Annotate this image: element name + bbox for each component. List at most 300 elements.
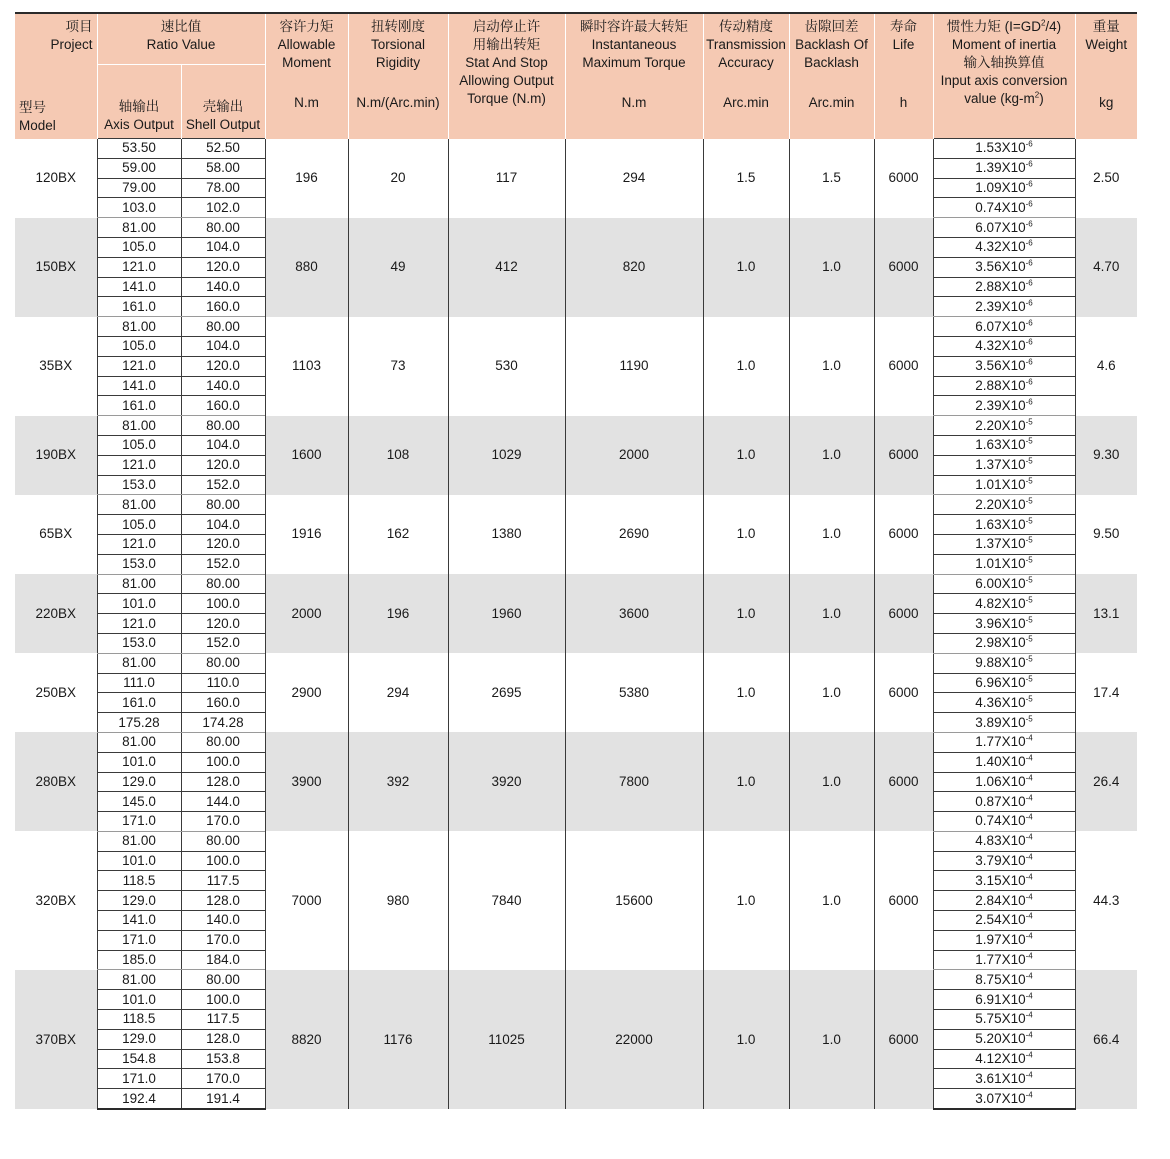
inertia-mantissa: 0.87X10 bbox=[975, 793, 1026, 809]
allowable-moment-cell: 2900 bbox=[265, 653, 348, 732]
inertia-exponent: -4 bbox=[1025, 1050, 1033, 1060]
table-row bbox=[15, 574, 1137, 594]
torsional-rigidity-cell: 392 bbox=[348, 732, 448, 831]
axis-output-cell: 111.0 bbox=[97, 673, 181, 693]
axis-output-cell: 53.50 bbox=[97, 139, 181, 159]
inertia-mantissa: 1.01X10 bbox=[975, 476, 1026, 492]
max-torque-cell: 3600 bbox=[565, 574, 703, 653]
inertia-cell bbox=[933, 435, 1075, 455]
inertia-cell bbox=[933, 653, 1075, 673]
allowable-moment-cell: 196 bbox=[265, 139, 348, 218]
backlash-cell: 1.0 bbox=[789, 970, 874, 1109]
shell-output-cell: 80.00 bbox=[181, 218, 265, 238]
weight-cell: 66.4 bbox=[1075, 970, 1137, 1109]
shell-output-cell: 153.8 bbox=[181, 1049, 265, 1069]
shell-output-cell: 174.28 bbox=[181, 713, 265, 733]
shell-output-cell: 80.00 bbox=[181, 732, 265, 752]
inertia-exponent: -4 bbox=[1025, 872, 1033, 882]
axis-output-cell: 121.0 bbox=[97, 534, 181, 554]
axis-output-cell: 101.0 bbox=[97, 594, 181, 614]
inertia-mantissa: 2.54X10 bbox=[975, 912, 1026, 928]
table-row bbox=[15, 416, 1137, 436]
life-cell: 6000 bbox=[874, 970, 933, 1109]
inertia-exponent: -5 bbox=[1025, 496, 1033, 506]
inertia-cell bbox=[933, 911, 1075, 931]
inertia-mantissa: 2.39X10 bbox=[975, 298, 1026, 314]
axis-output-cell: 129.0 bbox=[97, 1029, 181, 1049]
axis-output-cell: 161.0 bbox=[97, 693, 181, 713]
backlash-cell: 1.0 bbox=[789, 416, 874, 495]
max-torque-cell: 294 bbox=[565, 139, 703, 218]
inertia-exponent: -4 bbox=[1025, 1010, 1033, 1020]
inertia-mantissa: 4.36X10 bbox=[975, 694, 1026, 710]
inertia-exponent: -4 bbox=[1025, 733, 1033, 743]
accuracy-cell: 1.5 bbox=[703, 139, 789, 218]
allowable-moment-cell: 3900 bbox=[265, 732, 348, 831]
model-cell: 35BX bbox=[39, 358, 73, 374]
inertia-exponent: -5 bbox=[1025, 634, 1033, 644]
inertia-exponent: -5 bbox=[1025, 575, 1033, 585]
axis-output-cell: 161.0 bbox=[97, 396, 181, 416]
allowable-moment-cell: 8820 bbox=[265, 970, 348, 1109]
inertia-cell bbox=[933, 317, 1075, 337]
inertia-mantissa: 6.00X10 bbox=[975, 575, 1026, 591]
backlash-cell: 1.0 bbox=[789, 574, 874, 653]
max-torque-cell: 15600 bbox=[565, 831, 703, 970]
axis-output-cell: 153.0 bbox=[97, 554, 181, 574]
model-cell: 250BX bbox=[35, 684, 77, 700]
inertia-cell bbox=[933, 831, 1075, 851]
table-row bbox=[15, 970, 1137, 990]
inertia-exponent: -5 bbox=[1025, 436, 1033, 446]
inertia-mantissa: 3.56X10 bbox=[975, 259, 1026, 275]
backlash-cell: 1.0 bbox=[789, 653, 874, 732]
inertia-exponent: -4 bbox=[1025, 773, 1033, 783]
inertia-mantissa: 3.89X10 bbox=[975, 714, 1026, 730]
inertia-cell bbox=[933, 515, 1075, 535]
life-cell: 6000 bbox=[874, 495, 933, 574]
inertia-cell bbox=[933, 930, 1075, 950]
inertia-exponent: -5 bbox=[1025, 516, 1033, 526]
inertia-cell bbox=[933, 158, 1075, 178]
header-backlash: 齿隙回差 Backlash Of Backlash Arc.min bbox=[789, 13, 874, 139]
inertia-cell bbox=[933, 594, 1075, 614]
axis-output-cell: 101.0 bbox=[97, 851, 181, 871]
shell-output-cell: 110.0 bbox=[181, 673, 265, 693]
table-row bbox=[15, 653, 1137, 673]
inertia-cell bbox=[933, 336, 1075, 356]
inertia-exponent: -6 bbox=[1025, 337, 1033, 347]
inertia-cell bbox=[933, 871, 1075, 891]
shell-output-cell: 80.00 bbox=[181, 970, 265, 990]
inertia-exponent: -5 bbox=[1025, 476, 1033, 486]
inertia-mantissa: 4.32X10 bbox=[975, 338, 1026, 354]
axis-output-cell: 103.0 bbox=[97, 198, 181, 218]
inertia-mantissa: 2.88X10 bbox=[975, 377, 1026, 393]
axis-output-cell: 81.00 bbox=[97, 574, 181, 594]
inertia-exponent: -6 bbox=[1025, 219, 1033, 229]
life-cell: 6000 bbox=[874, 653, 933, 732]
inertia-cell bbox=[933, 891, 1075, 911]
shell-output-cell: 80.00 bbox=[181, 653, 265, 673]
weight-cell: 26.4 bbox=[1075, 732, 1137, 831]
shell-output-cell: 184.0 bbox=[181, 950, 265, 970]
inertia-exponent: -6 bbox=[1025, 278, 1033, 288]
inertia-exponent: -6 bbox=[1025, 159, 1033, 169]
table-body bbox=[15, 139, 1137, 1110]
inertia-mantissa: 1.53X10 bbox=[975, 140, 1026, 156]
inertia-exponent: -4 bbox=[1025, 753, 1033, 763]
shell-output-cell: 120.0 bbox=[181, 534, 265, 554]
inertia-mantissa: 5.20X10 bbox=[975, 1031, 1026, 1047]
inertia-exponent: -5 bbox=[1025, 714, 1033, 723]
inertia-cell bbox=[933, 198, 1075, 218]
shell-output-cell: 100.0 bbox=[181, 851, 265, 871]
axis-output-cell: 161.0 bbox=[97, 297, 181, 317]
start-stop-torque-cell: 530 bbox=[448, 317, 565, 416]
inertia-exponent: -5 bbox=[1025, 456, 1033, 466]
start-stop-torque-cell: 3920 bbox=[448, 732, 565, 831]
header-inertia: 惯性力矩 $(I=GD^2/4)$ Moment of inertia 输入轴换算值 Input axis conversion value $(kg-m^2)$ bbox=[933, 13, 1075, 139]
inertia-mantissa: 2.39X10 bbox=[975, 397, 1026, 413]
inertia-mantissa: 2.98X10 bbox=[975, 635, 1026, 651]
axis-output-cell: 105.0 bbox=[97, 515, 181, 535]
inertia-exponent: -5 bbox=[1025, 694, 1033, 704]
header-start-stop-torque: 启动停止许 用输出转矩 Stat And Stop Allowing Output Torque (N.m) bbox=[448, 13, 565, 139]
inertia-mantissa: 1.40X10 bbox=[975, 754, 1026, 770]
axis-output-cell: 171.0 bbox=[97, 812, 181, 832]
weight-cell: 9.50 bbox=[1075, 495, 1137, 574]
spec-table bbox=[15, 12, 1137, 1110]
accuracy-cell: 1.0 bbox=[703, 317, 789, 416]
inertia-exponent: -4 bbox=[1025, 892, 1033, 902]
shell-output-cell: 191.4 bbox=[181, 1089, 265, 1109]
shell-output-cell: 100.0 bbox=[181, 990, 265, 1010]
inertia-cell bbox=[933, 772, 1075, 792]
inertia-mantissa: 2.20X10 bbox=[975, 496, 1026, 512]
axis-output-cell: 81.00 bbox=[97, 495, 181, 515]
inertia-cell bbox=[933, 396, 1075, 416]
start-stop-torque-cell: 11025 bbox=[448, 970, 565, 1109]
axis-output-cell: 129.0 bbox=[97, 891, 181, 911]
inertia-mantissa: 8.75X10 bbox=[975, 971, 1026, 987]
axis-output-cell: 141.0 bbox=[97, 376, 181, 396]
header-shell-output: 壳输出 Shell Output bbox=[181, 65, 265, 139]
inertia-cell bbox=[933, 416, 1075, 436]
inertia-mantissa: 2.84X10 bbox=[975, 892, 1026, 908]
start-stop-torque-cell: 1960 bbox=[448, 574, 565, 653]
inertia-cell bbox=[933, 277, 1075, 297]
inertia-cell bbox=[933, 1029, 1075, 1049]
header-life: 寿命 Life h bbox=[874, 13, 933, 139]
backlash-cell: 1.0 bbox=[789, 732, 874, 831]
inertia-mantissa: 9.88X10 bbox=[975, 655, 1026, 671]
inertia-mantissa: 6.07X10 bbox=[975, 318, 1026, 334]
inertia-cell bbox=[933, 990, 1075, 1010]
axis-output-cell: 154.8 bbox=[97, 1049, 181, 1069]
axis-output-cell: 81.00 bbox=[97, 317, 181, 337]
backlash-cell: 1.0 bbox=[789, 317, 874, 416]
axis-output-cell: 105.0 bbox=[97, 435, 181, 455]
inertia-mantissa: 1.77X10 bbox=[975, 952, 1026, 968]
accuracy-cell: 1.0 bbox=[703, 495, 789, 574]
axis-output-cell: 105.0 bbox=[97, 237, 181, 257]
axis-output-cell: 141.0 bbox=[97, 277, 181, 297]
inertia-cell bbox=[933, 218, 1075, 238]
inertia-exponent: -6 bbox=[1025, 258, 1033, 268]
inertia-exponent: -5 bbox=[1025, 535, 1033, 545]
shell-output-cell: 58.00 bbox=[181, 158, 265, 178]
inertia-mantissa: 1.01X10 bbox=[975, 556, 1026, 572]
inertia-exponent: -5 bbox=[1025, 595, 1033, 605]
inertia-mantissa: 3.07X10 bbox=[975, 1090, 1026, 1106]
backlash-cell: 1.5 bbox=[789, 139, 874, 218]
shell-output-cell: 160.0 bbox=[181, 396, 265, 416]
axis-output-cell: 121.0 bbox=[97, 257, 181, 277]
axis-output-cell: 59.00 bbox=[97, 158, 181, 178]
start-stop-torque-cell: 1380 bbox=[448, 495, 565, 574]
max-torque-cell: 5380 bbox=[565, 653, 703, 732]
inertia-exponent: -5 bbox=[1025, 615, 1033, 625]
inertia-mantissa: 6.07X10 bbox=[975, 219, 1026, 235]
inertia-cell bbox=[933, 851, 1075, 871]
inertia-exponent: -4 bbox=[1025, 832, 1033, 842]
life-cell: 6000 bbox=[874, 574, 933, 653]
inertia-mantissa: 0.74X10 bbox=[975, 199, 1026, 215]
accuracy-cell: 1.0 bbox=[703, 732, 789, 831]
shell-output-cell: 80.00 bbox=[181, 416, 265, 436]
life-cell: 6000 bbox=[874, 317, 933, 416]
torsional-rigidity-cell: 20 bbox=[348, 139, 448, 218]
allowable-moment-cell: 7000 bbox=[265, 831, 348, 970]
inertia-cell bbox=[933, 732, 1075, 752]
header-ratio: 速比值 Ratio Value bbox=[97, 13, 265, 65]
inertia-cell bbox=[933, 970, 1075, 990]
life-cell: 6000 bbox=[874, 732, 933, 831]
accuracy-cell: 1.0 bbox=[703, 831, 789, 970]
shell-output-cell: 128.0 bbox=[181, 891, 265, 911]
inertia-cell bbox=[933, 633, 1075, 653]
table-row bbox=[15, 495, 1137, 515]
weight-cell: 9.30 bbox=[1075, 416, 1137, 495]
inertia-cell bbox=[933, 752, 1075, 772]
life-cell: 6000 bbox=[874, 139, 933, 218]
torsional-rigidity-cell: 1176 bbox=[348, 970, 448, 1109]
shell-output-cell: 140.0 bbox=[181, 277, 265, 297]
start-stop-torque-cell: 7840 bbox=[448, 831, 565, 970]
model-cell: 280BX bbox=[15, 732, 97, 831]
inertia-cell bbox=[933, 614, 1075, 634]
inertia-mantissa: 5.75X10 bbox=[975, 1011, 1026, 1027]
inertia-cell bbox=[933, 455, 1075, 475]
shell-output-cell: 120.0 bbox=[181, 356, 265, 376]
axis-output-cell: 175.28 bbox=[97, 713, 181, 733]
table-row bbox=[15, 831, 1137, 851]
inertia-cell bbox=[933, 376, 1075, 396]
life-cell: 6000 bbox=[874, 416, 933, 495]
header-torsional-rigidity: 扭转刚度 Torsional Rigidity N.m/(Arc.min) bbox=[348, 13, 448, 139]
table-row bbox=[15, 317, 1137, 337]
inertia-mantissa: 3.15X10 bbox=[975, 872, 1026, 888]
shell-output-cell: 128.0 bbox=[181, 1029, 265, 1049]
shell-output-cell: 120.0 bbox=[181, 257, 265, 277]
table-row bbox=[15, 218, 1137, 238]
shell-output-cell: 117.5 bbox=[181, 1010, 265, 1030]
inertia-mantissa: 1.37X10 bbox=[975, 457, 1026, 473]
axis-output-cell: 171.0 bbox=[97, 930, 181, 950]
inertia-mantissa: 6.96X10 bbox=[975, 674, 1026, 690]
shell-output-cell: 152.0 bbox=[181, 554, 265, 574]
inertia-exponent: -4 bbox=[1025, 852, 1033, 862]
inertia-exponent: -6 bbox=[1025, 357, 1033, 367]
inertia-cell bbox=[933, 237, 1075, 257]
allowable-moment-cell: 2000 bbox=[265, 574, 348, 653]
torsional-rigidity-cell: 162 bbox=[348, 495, 448, 574]
model-cell: 370BX bbox=[15, 970, 97, 1109]
inertia-exponent: -4 bbox=[1025, 971, 1033, 981]
inertia-mantissa: 6.91X10 bbox=[975, 991, 1026, 1007]
axis-output-cell: 121.0 bbox=[97, 614, 181, 634]
inertia-mantissa: 3.79X10 bbox=[975, 853, 1026, 869]
inertia-mantissa: 3.96X10 bbox=[975, 615, 1026, 631]
axis-output-cell: 129.0 bbox=[97, 772, 181, 792]
inertia-cell bbox=[933, 475, 1075, 495]
model-cell: 65BX bbox=[39, 526, 73, 542]
shell-output-cell: 102.0 bbox=[181, 198, 265, 218]
torsional-rigidity-cell: 980 bbox=[348, 831, 448, 970]
model-cell: 220BX bbox=[15, 574, 97, 653]
inertia-exponent: -4 bbox=[1025, 911, 1033, 921]
header-allowable-moment: 容许力矩 Allowable Moment N.m bbox=[265, 13, 348, 139]
shell-output-cell: 140.0 bbox=[181, 911, 265, 931]
inertia-cell bbox=[933, 1049, 1075, 1069]
axis-output-cell: 141.0 bbox=[97, 911, 181, 931]
inertia-mantissa: 1.77X10 bbox=[975, 734, 1026, 750]
model-cell: 190BX bbox=[15, 416, 97, 495]
axis-output-cell: 101.0 bbox=[97, 752, 181, 772]
backlash-cell: 1.0 bbox=[789, 495, 874, 574]
shell-output-cell: 117.5 bbox=[181, 871, 265, 891]
inertia-cell bbox=[933, 554, 1075, 574]
inertia-exponent: -5 bbox=[1025, 555, 1033, 565]
inertia-mantissa: 1.63X10 bbox=[975, 437, 1026, 453]
inertia-mantissa: 1.97X10 bbox=[975, 932, 1026, 948]
inertia-cell bbox=[933, 495, 1075, 515]
shell-output-cell: 78.00 bbox=[181, 178, 265, 198]
inertia-exponent: -6 bbox=[1025, 238, 1033, 248]
accuracy-cell: 1.0 bbox=[703, 416, 789, 495]
header-weight: 重量 Weight kg bbox=[1075, 13, 1137, 139]
torsional-rigidity-cell: 294 bbox=[348, 653, 448, 732]
inertia-exponent: -6 bbox=[1025, 179, 1033, 189]
axis-output-cell: 145.0 bbox=[97, 792, 181, 812]
shell-output-cell: 104.0 bbox=[181, 515, 265, 535]
inertia-mantissa: 0.74X10 bbox=[975, 813, 1026, 829]
table-row bbox=[15, 732, 1137, 752]
inertia-mantissa: 1.63X10 bbox=[975, 516, 1026, 532]
axis-output-cell: 79.00 bbox=[97, 178, 181, 198]
accuracy-cell: 1.0 bbox=[703, 574, 789, 653]
inertia-cell bbox=[933, 356, 1075, 376]
shell-output-cell: 140.0 bbox=[181, 376, 265, 396]
header-accuracy: 传动精度 Transmission Accuracy Arc.min bbox=[703, 13, 789, 139]
axis-output-cell: 81.00 bbox=[97, 732, 181, 752]
axis-output-cell: 121.0 bbox=[97, 455, 181, 475]
inertia-cell bbox=[933, 257, 1075, 277]
model-cell: 120BX bbox=[35, 170, 77, 186]
inertia-cell bbox=[933, 1089, 1075, 1109]
max-torque-cell: 1190 bbox=[565, 317, 703, 416]
header-model: 项目 Project 型号 Model bbox=[15, 13, 97, 139]
weight-cell: 44.3 bbox=[1075, 831, 1137, 970]
header-axis-output: 轴输出 Axis Output bbox=[97, 65, 181, 139]
max-torque-cell: 2000 bbox=[565, 416, 703, 495]
axis-output-cell: 192.4 bbox=[97, 1089, 181, 1109]
inertia-mantissa: 1.39X10 bbox=[975, 160, 1026, 176]
axis-output-cell: 81.00 bbox=[97, 653, 181, 673]
allowable-moment-cell: 1916 bbox=[265, 495, 348, 574]
shell-output-cell: 160.0 bbox=[181, 297, 265, 317]
inertia-cell bbox=[933, 792, 1075, 812]
life-cell: 6000 bbox=[874, 831, 933, 970]
shell-output-cell: 104.0 bbox=[181, 237, 265, 257]
accuracy-cell: 1.0 bbox=[703, 218, 789, 317]
accuracy-cell: 1.0 bbox=[703, 653, 789, 732]
weight-cell: 4.6 bbox=[1075, 317, 1137, 416]
torsional-rigidity-cell: 108 bbox=[348, 416, 448, 495]
axis-output-cell: 81.00 bbox=[97, 831, 181, 851]
inertia-exponent: -4 bbox=[1025, 1090, 1033, 1100]
inertia-cell bbox=[933, 693, 1075, 713]
shell-output-cell: 128.0 bbox=[181, 772, 265, 792]
inertia-cell bbox=[933, 534, 1075, 554]
inertia-exponent: -6 bbox=[1025, 397, 1033, 407]
inertia-exponent: -4 bbox=[1025, 991, 1033, 1001]
table-row bbox=[15, 139, 1137, 159]
inertia-exponent: -6 bbox=[1025, 139, 1033, 149]
max-torque-cell: 22000 bbox=[565, 970, 703, 1109]
axis-output-cell: 105.0 bbox=[97, 336, 181, 356]
axis-output-cell: 81.00 bbox=[97, 416, 181, 436]
allowable-moment-cell: 1103 bbox=[265, 317, 348, 416]
inertia-cell bbox=[933, 673, 1075, 693]
max-torque-cell: 2690 bbox=[565, 495, 703, 574]
inertia-exponent: -6 bbox=[1025, 298, 1033, 308]
inertia-exponent: -6 bbox=[1025, 199, 1033, 209]
inertia-mantissa: 3.61X10 bbox=[975, 1070, 1026, 1086]
torsional-rigidity-cell: 196 bbox=[348, 574, 448, 653]
allowable-moment-cell: 880 bbox=[265, 218, 348, 317]
shell-output-cell: 100.0 bbox=[181, 594, 265, 614]
axis-output-cell: 118.5 bbox=[97, 1010, 181, 1030]
axis-output-cell: 101.0 bbox=[97, 990, 181, 1010]
shell-output-cell: 52.50 bbox=[181, 139, 265, 159]
inertia-cell bbox=[933, 713, 1075, 733]
axis-output-cell: 185.0 bbox=[97, 950, 181, 970]
backlash-cell: 1.0 bbox=[789, 831, 874, 970]
torsional-rigidity-cell: 73 bbox=[348, 317, 448, 416]
inertia-exponent: -4 bbox=[1025, 951, 1033, 961]
header-max-torque: 瞬时容许最大转矩 Instantaneous Maximum Torque N.m bbox=[565, 13, 703, 139]
inertia-exponent: -5 bbox=[1025, 654, 1033, 664]
shell-output-cell: 144.0 bbox=[181, 792, 265, 812]
model-cell: 150BX bbox=[15, 218, 97, 317]
inertia-cell bbox=[933, 297, 1075, 317]
model-cell: 320BX bbox=[35, 892, 77, 908]
inertia-exponent: -6 bbox=[1025, 318, 1033, 328]
shell-output-cell: 104.0 bbox=[181, 435, 265, 455]
inertia-exponent: -5 bbox=[1025, 674, 1033, 684]
